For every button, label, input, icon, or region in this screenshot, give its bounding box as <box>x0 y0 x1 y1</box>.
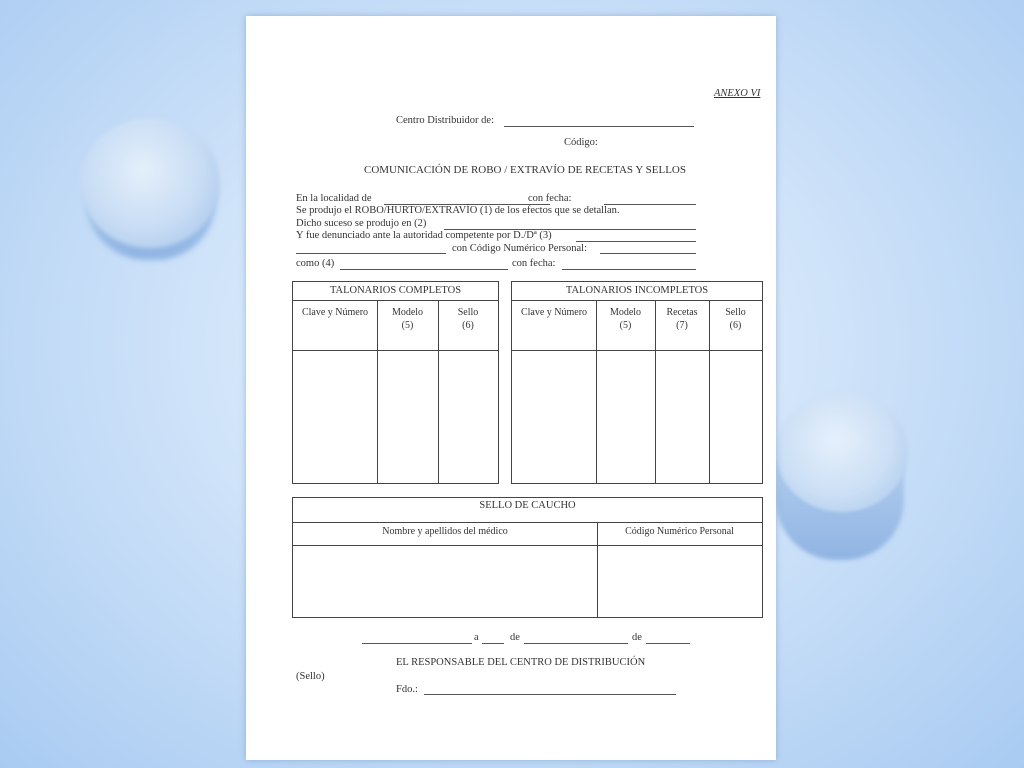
column-header-sello: Sello (6) <box>725 307 746 331</box>
talonarios-completos-table <box>292 281 499 484</box>
codigo-personal-label: con Código Numérico Personal: <box>452 243 588 254</box>
date-year-field[interactable] <box>646 643 690 644</box>
codigo-personal-field[interactable] <box>600 253 696 254</box>
date-place-field[interactable] <box>362 643 472 644</box>
date-day-field[interactable] <box>482 643 504 644</box>
column-header-modelo: Modelo (5) <box>609 307 642 331</box>
date-month-field[interactable] <box>524 643 628 644</box>
denunciado-label: Y fue denunciado ante la autoridad competente por D./Dª (3) <box>296 230 552 241</box>
fecha-label: con fecha: <box>528 193 572 204</box>
form-document <box>246 16 776 760</box>
column-header-codigo: Código Numérico Personal <box>625 526 734 537</box>
table-title: TALONARIOS INCOMPLETOS <box>565 285 709 296</box>
fecha2-field[interactable] <box>562 269 696 270</box>
column-header-sello: Sello (6) <box>457 307 479 331</box>
responsable-title: EL RESPONSABLE DEL CENTRO DE DISTRIBUCIÓN <box>396 657 646 668</box>
sello-caucho-table <box>292 497 763 618</box>
annex-label: ANEXO VI <box>714 88 761 99</box>
localidad-label: En la localidad de <box>296 193 372 204</box>
column-header-nombre: Nombre y apellidos del médico <box>382 526 508 537</box>
column-header-recetas: Recetas (7) <box>666 307 698 331</box>
form-title: COMUNICACIÓN DE ROBO / EXTRAVÍO DE RECETAS Y SELLOS <box>364 164 686 176</box>
fecha2-label: con fecha: <box>512 258 556 269</box>
codigo-label: Código: <box>564 137 598 148</box>
como-field[interactable] <box>340 269 508 270</box>
firma-label: Fdo.: <box>396 684 418 695</box>
como-label: como (4) <box>296 258 335 269</box>
date-de-1: de <box>510 632 520 643</box>
denunciado-field[interactable] <box>576 241 696 242</box>
talonarios-incompletos-table <box>511 281 763 484</box>
sello-label: (Sello) <box>296 671 325 682</box>
column-header-clave: Clave y Número <box>301 307 369 318</box>
column-header-modelo: Modelo (5) <box>391 307 424 331</box>
date-de-2: de <box>632 632 642 643</box>
table-title: TALONARIOS COMPLETOS <box>329 285 462 296</box>
date-a: a <box>474 632 479 643</box>
column-header-clave: Clave y Número <box>520 307 588 318</box>
suceso-label: Dicho suceso se produjo en (2) <box>296 218 427 229</box>
produjo-text: Se produjo el ROBO/HURTO/EXTRAVÍO (1) de los efectos que se detallan. <box>296 205 620 216</box>
nombre-field[interactable] <box>296 253 446 254</box>
pill-left-image <box>80 118 220 248</box>
firma-field[interactable] <box>424 694 676 695</box>
table-title: SELLO DE CAUCHO <box>479 500 576 511</box>
centro-label: Centro Distribuidor de: <box>396 115 494 126</box>
centro-field[interactable] <box>504 126 694 127</box>
pill-right-image <box>776 392 908 512</box>
